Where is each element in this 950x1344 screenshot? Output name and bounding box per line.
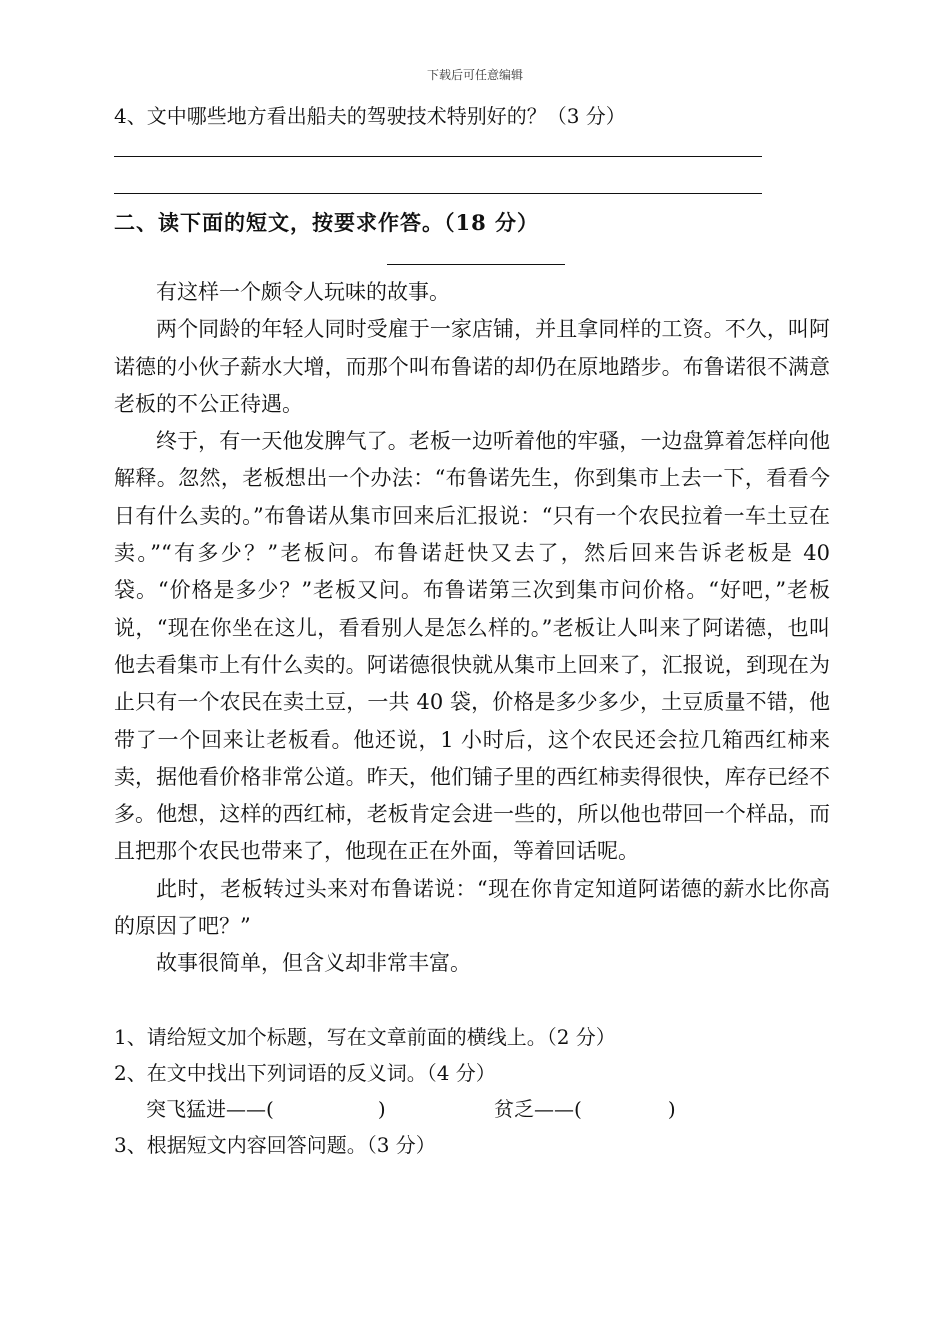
passage-paragraph: 终于，有一天他发脾气了。老板一边听着他的牢骚，一边盘算着怎样向他解释。忽然，老板想出一个办法：“布鲁诺先生，你到集市上去一下，看看今日有什么卖的。”布鲁诺从集市回来后汇报说：“只有一个农民拉着一车土豆在卖。”“有多少？”老板问。布鲁诺赶快又去了，然后回来告诉老板是 40 袋。“价格是多少？”老板又问。布鲁诺第三次到集市问价格。“好吧，”老板说，“现在你坐在这儿，看看别人是怎么样的。”老板让人叫来了阿诺德，也叫他去看集市上有什么卖的。阿诺德很快就从集市上回来了，汇报说，到现在为止只有一个农民在卖土豆，一共 40 袋，价格是多少多少，土豆质量不错，他带了一个回来让老板看。他还说，1 小时后，这个农民还会拉几箱西红柿来卖，据他看价格非常公道。昨天，他们铺子里的西红柿卖得很快，库存已经不多。他想，这样的西红柿，老板肯定会进一些的，所以他也带回一个样品，而且把那个农民也带来了，他现在正在外面，等着回话呢。 [114,429,830,864]
passage-paragraph: 有这样一个颇令人玩味的故事。 [156,280,450,304]
blank-close: ) [667,1097,676,1121]
antonym-pair-1 [146,1093,386,1122]
question-4: 4、文中哪些地方看出船夫的驾驶技术特别好的？（3 分） [114,104,626,128]
question-2: 2、在文中找出下列词语的反义词。（4 分） [114,1061,496,1085]
page-header: 下载后可任意编辑 [426,68,523,82]
passage-paragraph: 此时，老板转过头来对布鲁诺说：“现在你肯定知道阿诺德的薪水比你高的原因了吧？” [114,876,830,939]
answer-line [114,156,762,157]
question-1: 1、请给短文加个标题，写在文章前面的横线上。（2 分） [114,1025,616,1049]
passage [114,274,830,983]
answer-line [114,193,762,194]
passage-paragraph: 两个同龄的年轻人同时受雇于一家店铺，并且拿同样的工资。不久，叫阿诺德的小伙子薪水大增，而那个叫布鲁诺的却仍在原地踏步。布鲁诺很不满意老板的不公正待遇。 [114,317,830,416]
title-blank-line [387,264,565,265]
section-heading: 二、读下面的短文，按要求作答。（18 分） [114,210,540,235]
antonym-word: 贫乏——( [494,1097,582,1121]
antonym-pair-2 [494,1093,676,1122]
blank-close: ) [377,1097,386,1121]
antonym-word: 突飞猛进——( [146,1097,274,1121]
passage-paragraph: 故事很简单，但含义却非常丰富。 [156,951,471,976]
question-3: 3、根据短文内容回答问题。（3 分） [114,1133,436,1157]
